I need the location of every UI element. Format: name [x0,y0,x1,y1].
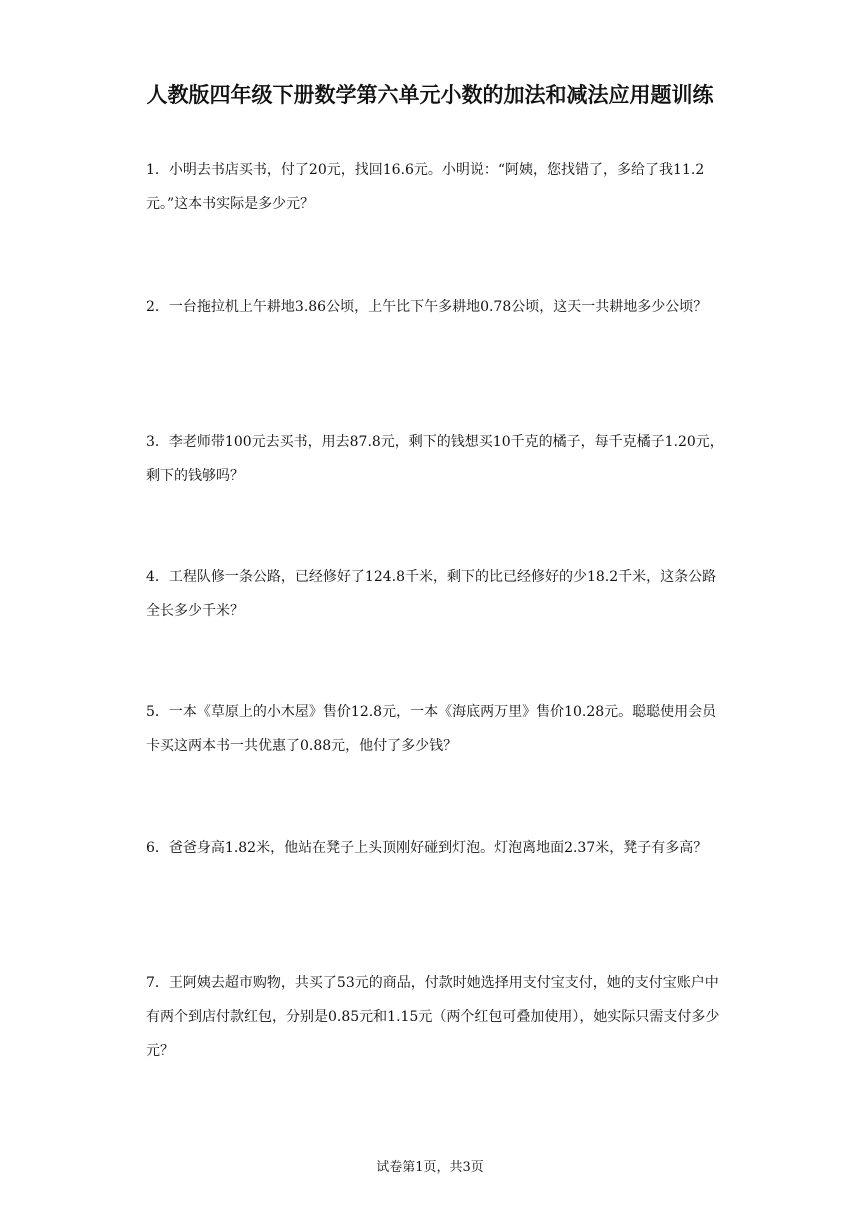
question-5: 5．一本《草原上的小木屋》售价12.8元，一本《海底两万里》售价10.28元。聪聪使用会员卡买这两本书一共优惠了0.88元，他付了多少钱？ [146,704,717,754]
question-3: 3．李老师带100元去买书，用去87.8元，剩下的钱想买10千克的橘子，每千克橘子1.20元，剩下的钱够吗？ [146,434,724,484]
page-footer: 试卷第1页，共3页 [376,1160,484,1175]
question-2: 2．一台拖拉机上午耕地3.86公顷，上午比下午多耕地0.78公顷，这天一共耕地多少公顷？ [146,299,708,315]
question-6: 6．爸爸身高1.82米，他站在凳子上头顶刚好碰到灯泡。灯泡离地面2.37米，凳子有多高？ [146,840,708,856]
question-1: 1．小明去书店买书，付了20元，找回16.6元。小明说：“阿姨，您找错了，多给了我11.2元。”这本书实际是多少元？ [146,162,705,212]
question-7: 7．王阿姨去超市购物，共买了53元的商品，付款时她选择用支付宝支付，她的支付宝账户中有两个到店付款红包，分别是0.85元和1.15元（两个红包可叠加使用），她实际只需支付多少元？ [146,975,720,1059]
question-4: 4．工程队修一条公路，已经修好了124.8千米，剩下的比已经修好的少18.2千米，这条公路全长多少千米？ [146,569,717,619]
page-title: 人教版四年级下册数学第六单元小数的加法和减法应用题训练 [146,83,714,107]
